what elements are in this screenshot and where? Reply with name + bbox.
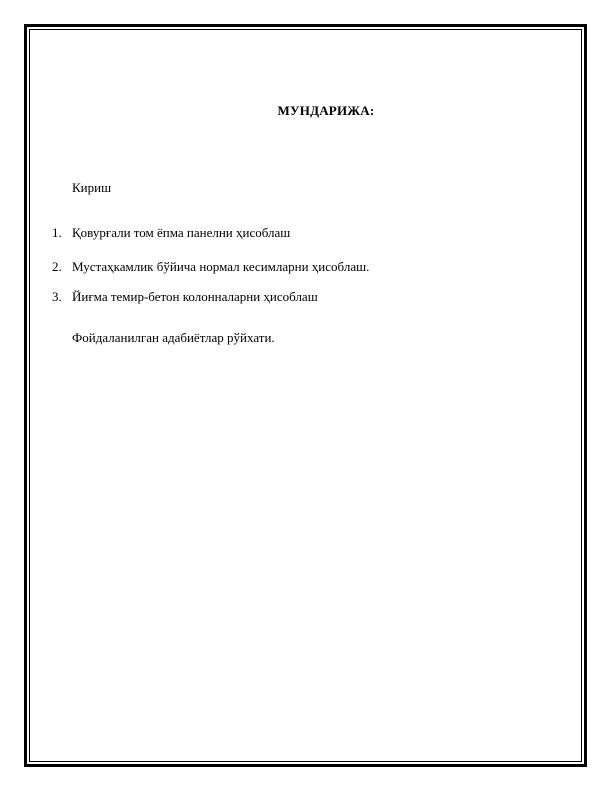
toc-item-text: Мустаҳкамлик бўйича нормал кесимларни ҳисоблаш.: [72, 259, 370, 274]
toc-item-number: 2.: [52, 259, 62, 274]
toc-title: МУНДАРИЖА:: [277, 103, 375, 118]
page-border-inner: [29, 29, 582, 762]
toc-item-2: [52, 259, 369, 275]
toc-item-text: Қовурғали том ёпма панелни ҳисоблаш: [72, 225, 291, 240]
toc-item-3: [52, 289, 318, 305]
toc-references: Фойдаланилган адабиётлар рўйхати.: [72, 330, 275, 345]
toc-item-number: 1.: [52, 225, 62, 240]
toc-intro: Кириш: [72, 180, 112, 195]
toc-item-number: 3.: [52, 289, 62, 304]
toc-item-text: Йиғма темир-бетон колонналарни ҳисоблаш: [72, 289, 318, 304]
toc-item-1: [52, 225, 290, 241]
